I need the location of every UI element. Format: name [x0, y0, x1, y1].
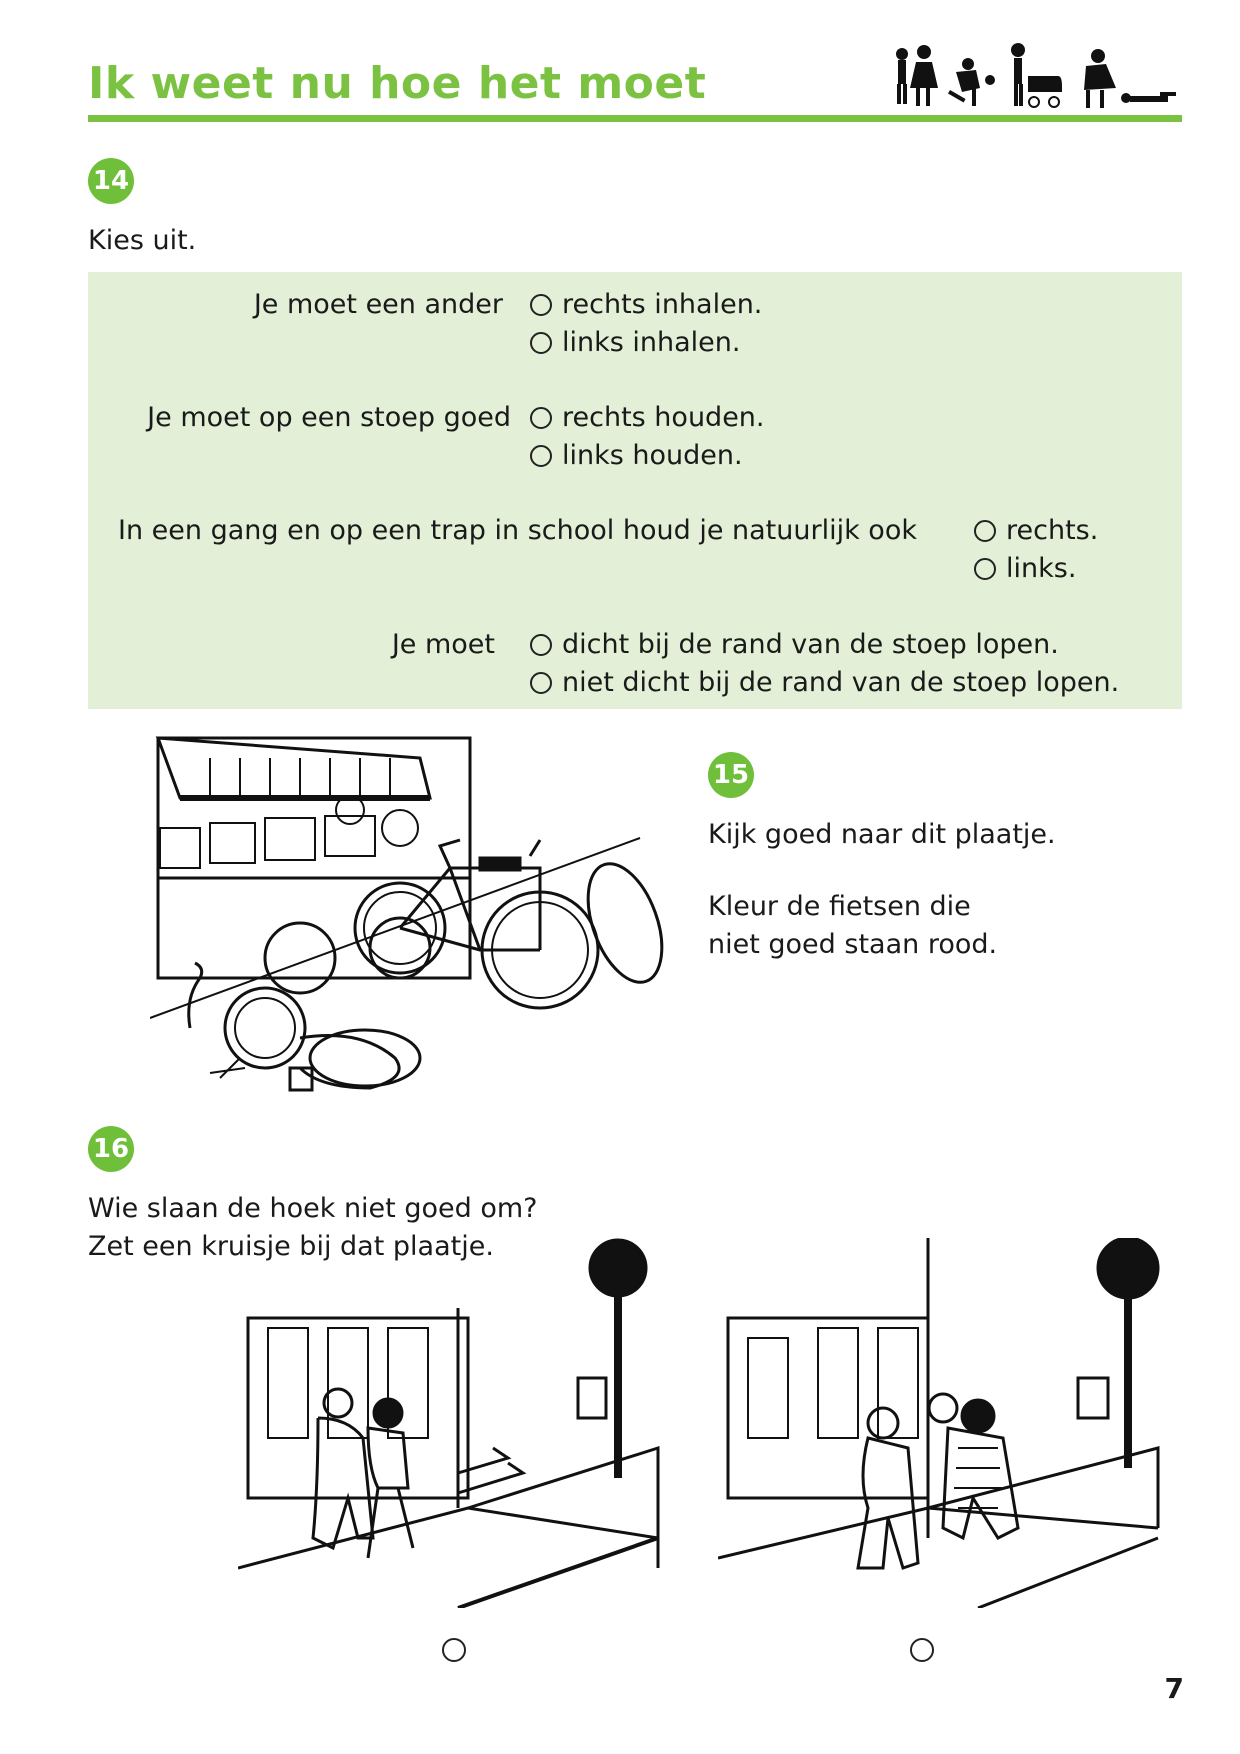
radio-button[interactable]	[530, 407, 552, 429]
option-label: niet dicht bij de rand van de stoep lopen.	[562, 667, 1120, 698]
q15-line-1: Kijk goed naar dit plaatje.	[708, 819, 1056, 850]
item-3-stem: In een gang en op een trap in school houd je natuurlijk ook	[118, 515, 917, 546]
option-label: links houden.	[562, 440, 743, 471]
question-number-16: 16	[88, 1126, 134, 1172]
item-2-stem: Je moet op een stoep goed	[147, 402, 511, 433]
radio-button[interactable]	[530, 672, 552, 694]
corner-left-illustration[interactable]	[238, 1238, 678, 1608]
option-label: rechts.	[1006, 515, 1099, 546]
radio-button[interactable]	[530, 332, 552, 354]
item-4-option-b[interactable]	[530, 664, 1119, 702]
bikes-illustration[interactable]	[150, 728, 680, 1118]
radio-button[interactable]	[530, 445, 552, 467]
q16-line-2: Zet een kruisje bij dat plaatje.	[88, 1231, 494, 1262]
radio-button[interactable]	[530, 294, 552, 316]
item-2-option-b[interactable]	[530, 437, 743, 475]
item-3-option-a[interactable]	[974, 512, 1098, 550]
item-1-option-a[interactable]	[530, 286, 762, 324]
question-number-15: 15	[708, 752, 754, 798]
q15-line-2: Kleur de fietsen die	[708, 891, 971, 922]
radio-button[interactable]	[974, 558, 996, 580]
instruction-text: Kies uit.	[88, 225, 197, 256]
question-number-14: 14	[88, 158, 134, 204]
choice-radio-right[interactable]	[910, 1638, 934, 1662]
item-4-option-a[interactable]	[530, 626, 1059, 664]
page-number: 7	[1164, 1672, 1184, 1705]
option-label: dicht bij de rand van de stoep lopen.	[562, 629, 1059, 660]
item-1-stem: Je moet een ander	[253, 289, 503, 320]
item-4-stem: Je moet	[391, 629, 495, 660]
radio-button[interactable]	[974, 520, 996, 542]
option-label: rechts houden.	[562, 402, 765, 433]
item-2-option-a[interactable]	[530, 399, 765, 437]
item-1-option-b[interactable]	[530, 324, 740, 362]
choice-radio-left[interactable]	[442, 1638, 466, 1662]
option-label: links.	[1006, 553, 1077, 584]
corner-right-illustration[interactable]	[718, 1238, 1178, 1608]
radio-button[interactable]	[530, 634, 552, 656]
q15-line-3: niet goed staan rood.	[708, 929, 998, 960]
people-silhouettes-icon	[890, 40, 1180, 118]
option-label: links inhalen.	[562, 327, 741, 358]
item-3-option-b[interactable]	[974, 550, 1076, 588]
page-title: Ik weet nu hoe het moet	[88, 58, 707, 109]
q16-line-1: Wie slaan de hoek niet goed om?	[88, 1193, 538, 1224]
option-label: rechts inhalen.	[562, 289, 763, 320]
